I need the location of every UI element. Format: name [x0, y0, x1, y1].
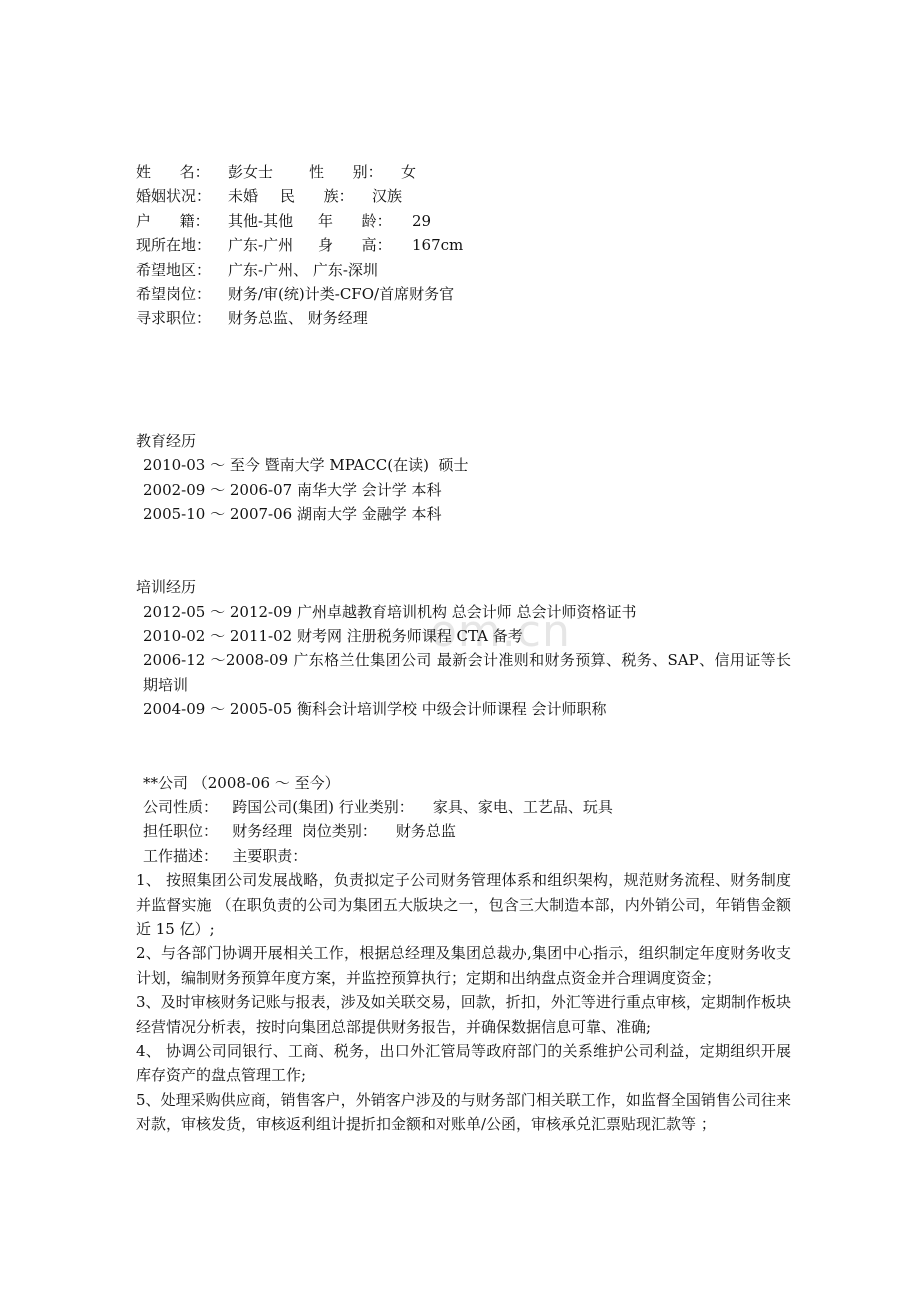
- seeking-position-value: 财务总监、 财务经理: [228, 309, 368, 328]
- education-section: [136, 429, 791, 527]
- info-row-location-height: [136, 233, 791, 257]
- age-value: 29: [412, 211, 432, 230]
- duty-item: 2、与各部门协调开展相关工作，根据总经理及集团总裁办,集团中心指示，组织制定年度财务收支计划，编制财务预算年度方案，并监控预算执行；定期和出纳盘点资金并合理调度资金；: [136, 944, 791, 987]
- info-row-name-gender: [136, 160, 791, 184]
- resume-content: [136, 160, 791, 1137]
- ethnic-label: 民 族：: [280, 187, 354, 206]
- job-position: 担任职位： 财务经理 岗位类别： 财务总监: [143, 822, 456, 841]
- education-title: 教育经历: [136, 431, 197, 450]
- training-item: 2006-12 ～2008-09 广东格兰仕集团公司 最新会计准则和财务预算、税务、SAP、信用证等长期培训: [143, 651, 791, 694]
- household-value: 其他-其他: [228, 211, 294, 230]
- education-item: 2010-03 ～ 至今 暨南大学 MPACC(在读) 硕士: [143, 456, 469, 475]
- desired-post-label: 希望岗位：: [136, 284, 212, 303]
- desired-post-value: 财务/审(统)计类-CFO/首席财务官: [228, 284, 455, 303]
- height-value: 167cm: [412, 236, 464, 255]
- info-row-desired-region: [136, 258, 791, 282]
- job-description-label: 工作描述： 主要职责：: [143, 846, 308, 865]
- training-item: 2004-09 ～ 2005-05 衡科会计培训学校 中级会计师课程 会计师职称: [143, 700, 607, 719]
- ethnic-value: 汉族: [372, 187, 403, 206]
- education-item: 2002-09 ～ 2006-07 南华大学 会计学 本科: [143, 480, 442, 499]
- company-heading: **公司 （2008-06 ～ 至今）: [143, 773, 340, 792]
- marital-label: 婚姻状况：: [136, 187, 212, 206]
- duty-item: 1、 按照集团公司发展战略，负责拟定子公司财务管理体系和组织架构，规范财务流程、财务制度并监督实施 （在职负责的公司为集团五大版块之一，包含三大制造本部，内外销公司，年销售金额近 15 亿）;: [136, 871, 791, 939]
- education-item: 2005-10 ～ 2007-06 湖南大学 金融学 本科: [143, 504, 442, 523]
- watermark: om.cn: [430, 606, 571, 657]
- info-row-desired-post: [136, 282, 791, 306]
- duty-item: 4、 协调公司同银行、工商、税务，出口外汇管局等政府部门的关系维护公司利益，定期组织开展库存资产的盘点管理工作;: [136, 1042, 791, 1085]
- age-label: 年 龄：: [318, 211, 392, 230]
- marital-value: 未婚: [228, 187, 259, 206]
- info-row-seeking-position: [136, 306, 791, 330]
- info-row-marital-ethnic: [136, 184, 791, 208]
- name-label: 姓 名：: [136, 163, 210, 181]
- gender-value: 女: [401, 163, 417, 181]
- training-title: 培训经历: [136, 578, 197, 597]
- personal-info: [136, 160, 791, 331]
- location-label: 现所在地：: [136, 236, 212, 255]
- duty-item: 3、及时审核财务记账与报表，涉及如关联交易，回款，折扣，外汇等进行重点审核，定期制作板块经营情况分析表，按时向集团总部提供财务报告，并确保数据信息可靠、准确;: [136, 993, 791, 1036]
- company-nature: 公司性质： 跨国公司(集团) 行业类别： 家具、家电、工艺品、玩具: [143, 798, 613, 817]
- training-item: 2012-05 ～ 2012-09 广州卓越教育培训机构 总会计师 总会计师资格证书: [143, 602, 637, 621]
- seeking-position-label: 寻求职位：: [136, 309, 212, 328]
- work-section: [136, 771, 791, 1137]
- desired-region-label: 希望地区：: [136, 260, 212, 279]
- training-section: [136, 575, 791, 721]
- household-label: 户 籍：: [136, 211, 210, 230]
- info-row-household-age: [136, 209, 791, 233]
- location-value: 广东-广州: [228, 236, 294, 255]
- height-label: 身 高：: [318, 236, 392, 255]
- training-item: 2010-02 ～ 2011-02 财考网 注册税务师课程 CTA 备考: [143, 627, 523, 646]
- duty-item: 5、处理采购供应商，销售客户，外销客户涉及的与财务部门相关联工作，如监督全国销售公司往来对款，审核发货，审核返利组计提折扣金额和对账单/公函，审核承兑汇票贴现汇款等 ；: [136, 1090, 791, 1134]
- gender-label: 性 别：: [309, 163, 383, 181]
- name-value: 彭女士: [228, 163, 274, 181]
- desired-region-value: 广东-广州、 广东-深圳: [228, 260, 378, 279]
